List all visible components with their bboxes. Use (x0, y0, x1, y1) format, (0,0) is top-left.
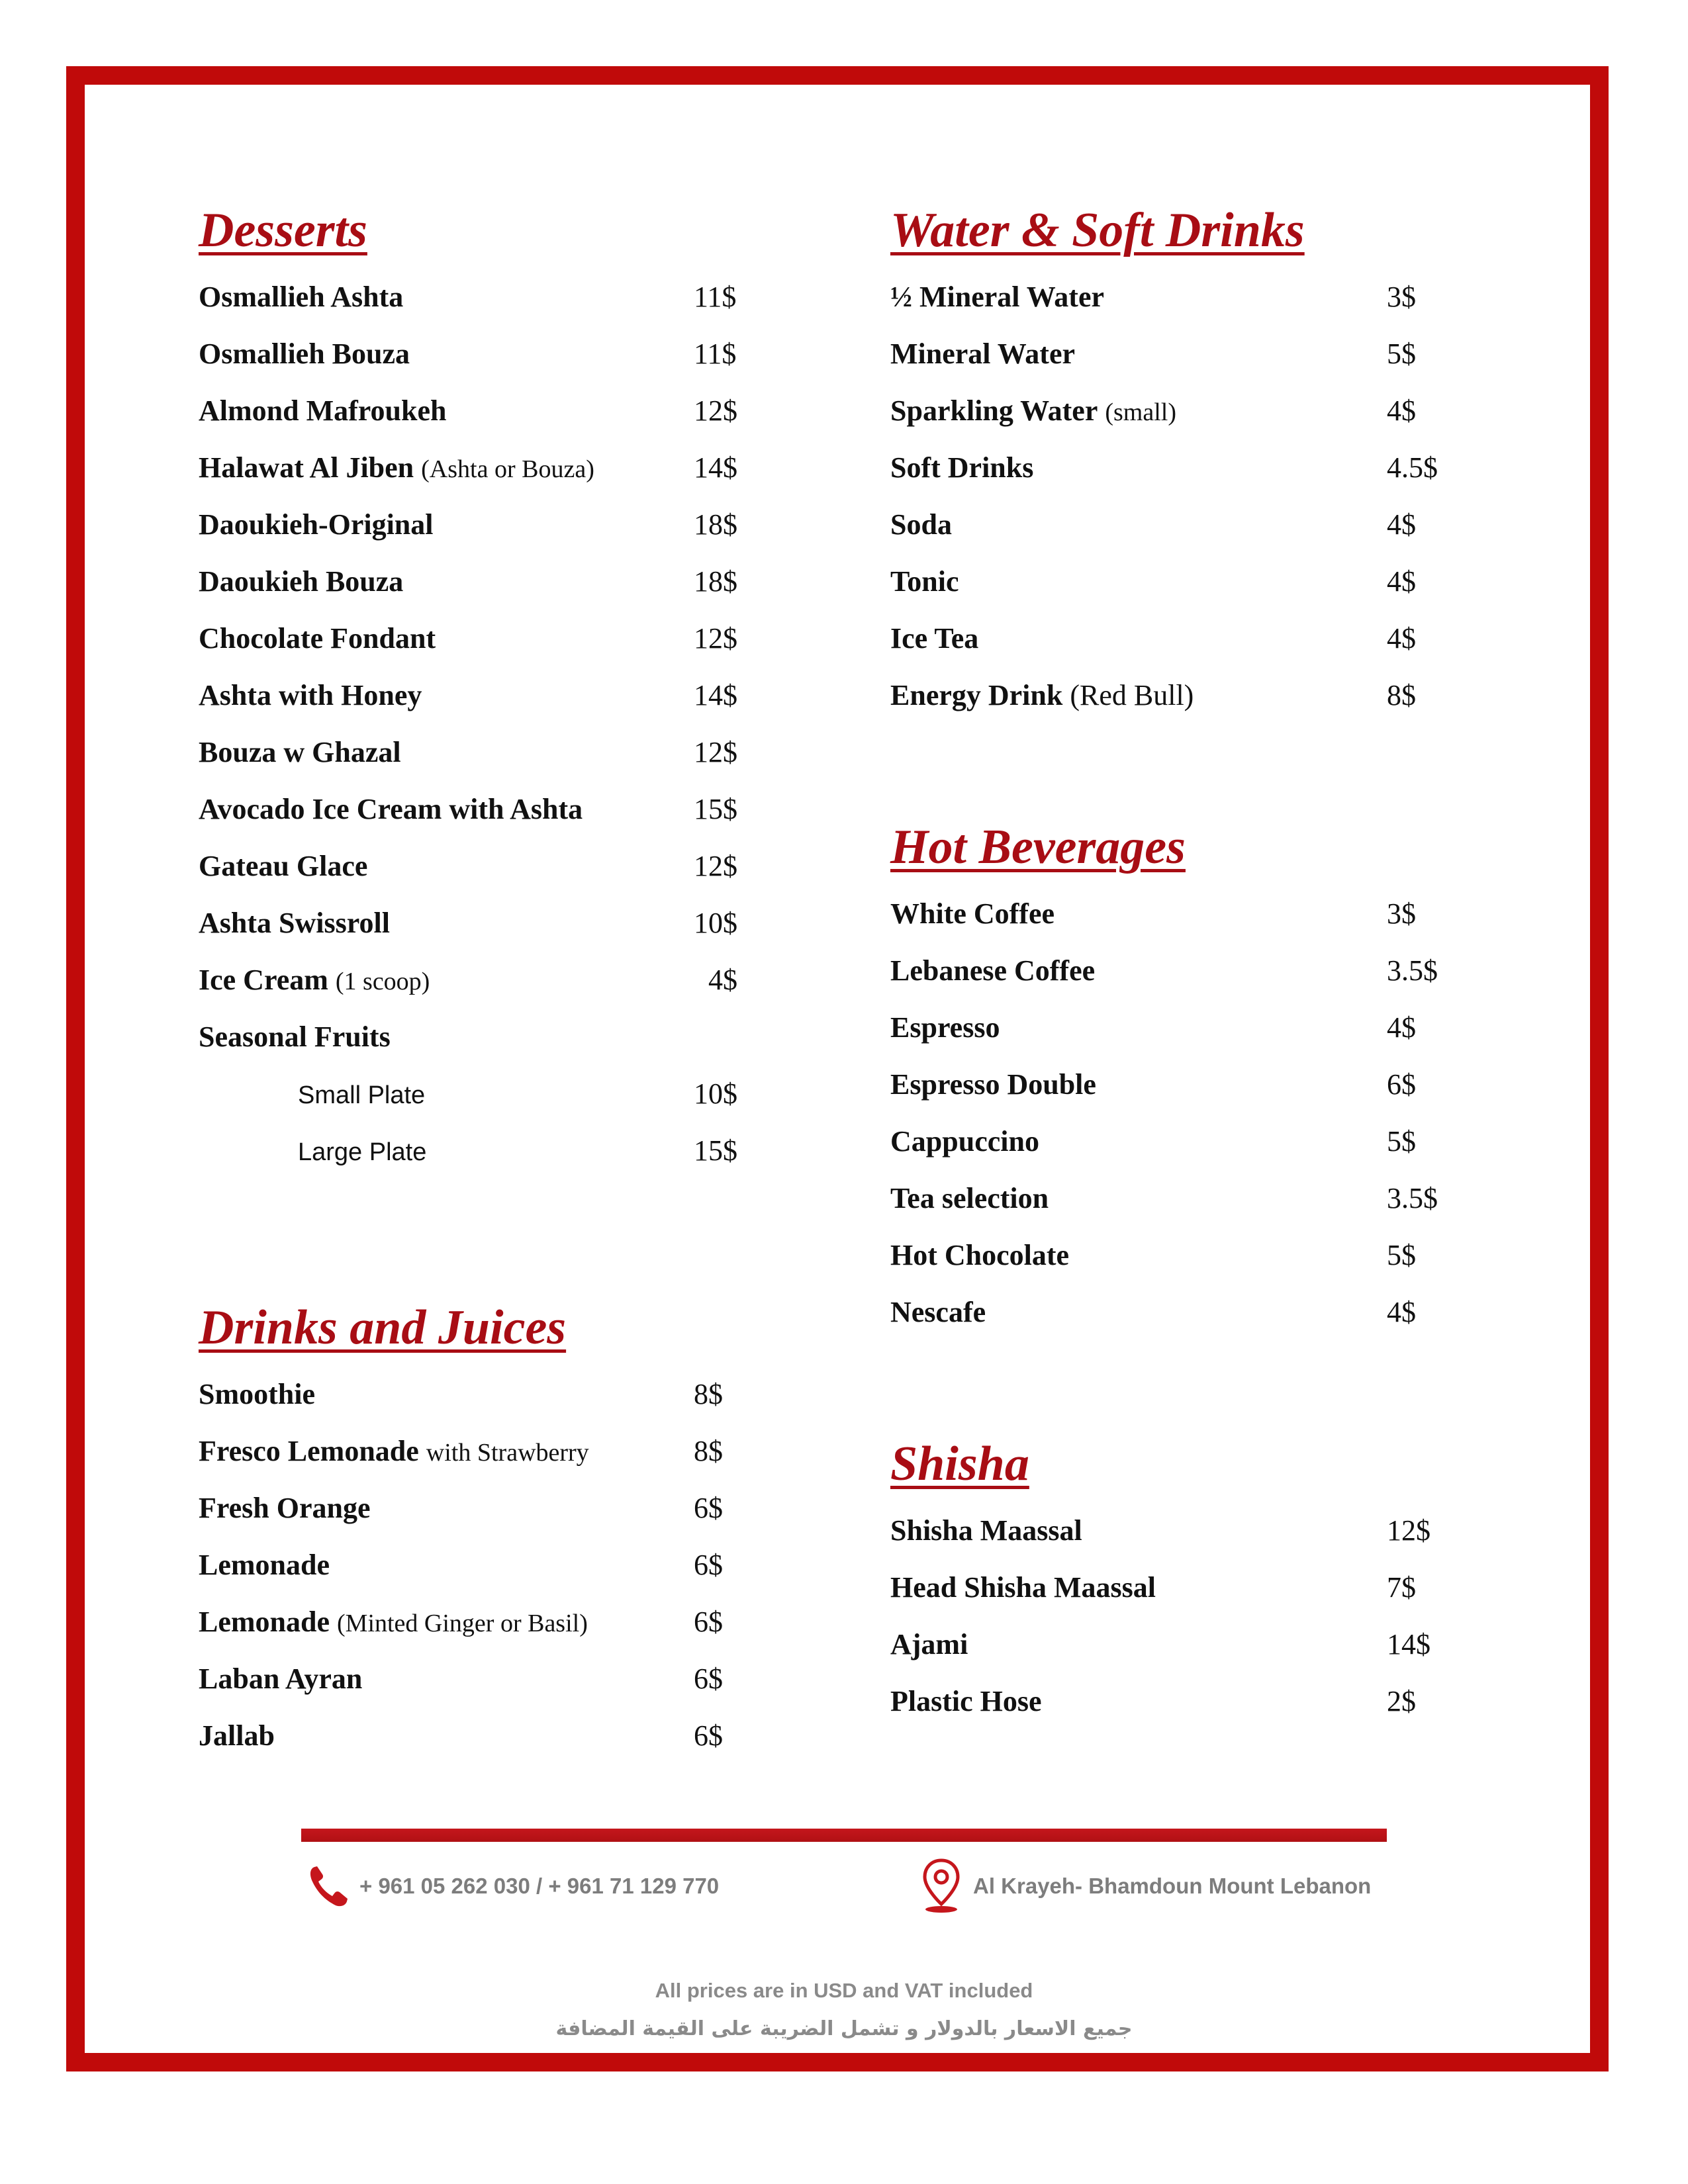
menu-item (199, 269, 761, 326)
item-price: 14$ (694, 679, 737, 711)
menu-item (890, 999, 1486, 1056)
item-name: Sparkling Water (890, 394, 1098, 427)
item-note: (Red Bull) (1070, 679, 1194, 711)
menu-item (890, 439, 1486, 496)
section-spacer (199, 1179, 761, 1296)
item-name: Ajami (890, 1628, 968, 1661)
item-price: 6$ (694, 1606, 723, 1638)
prices-note-english: All prices are in USD and VAT included (655, 1979, 1033, 2002)
item-name: Tonic (890, 565, 959, 598)
item-price: 3$ (1387, 281, 1416, 313)
menu-item (199, 667, 761, 724)
menu-subitem (199, 1066, 761, 1122)
section-title: Shisha (890, 1437, 1029, 1491)
menu-item (890, 383, 1486, 439)
section-title: Drinks and Juices (199, 1300, 567, 1355)
item-name: Espresso (890, 1011, 1000, 1044)
menu-item (890, 326, 1486, 383)
item-name: Gateau Glace (199, 850, 368, 882)
menu-item (199, 838, 761, 895)
item-price: 5$ (1387, 1125, 1416, 1158)
menu-item (199, 1537, 761, 1594)
address-text: Al Krayeh- Bhamdoun Mount Lebanon (973, 1874, 1372, 1898)
item-price: 4.5$ (1387, 451, 1438, 484)
menu-item (890, 1113, 1486, 1170)
item-name: Almond Mafroukeh (199, 394, 447, 427)
item-price: 8$ (694, 1435, 723, 1467)
menu-item (199, 1651, 761, 1707)
section-desserts (199, 199, 761, 1179)
section-hot-beverages (890, 815, 1486, 1341)
item-price: 8$ (694, 1378, 723, 1410)
item-price: 18$ (694, 508, 737, 541)
menu-item (890, 667, 1486, 724)
location-pin-icon (920, 1858, 962, 1915)
item-name: Daoukieh Bouza (199, 565, 404, 598)
item-name: Smoothie (199, 1378, 315, 1410)
menu-item (199, 326, 761, 383)
menu-item (890, 610, 1486, 667)
item-name: Ashta with Honey (199, 679, 422, 711)
menu-item (199, 895, 761, 952)
item-price: 6$ (1387, 1068, 1416, 1101)
item-price: 6$ (694, 1662, 723, 1695)
menu-item (890, 1170, 1486, 1227)
right-column (890, 199, 1486, 1730)
item-name: Jallab (199, 1719, 275, 1752)
item-name: Ice Tea (890, 622, 979, 655)
section-drinks-juices (199, 1296, 761, 1764)
item-price: 6$ (694, 1492, 723, 1524)
item-price: 3.5$ (1387, 1182, 1438, 1214)
item-price: 15$ (694, 793, 737, 825)
menu-item (890, 1673, 1486, 1730)
item-name: Lemonade (199, 1549, 330, 1581)
section-shisha (890, 1432, 1486, 1730)
item-name: Mineral Water (890, 338, 1075, 370)
item-name: Bouza w Ghazal (199, 736, 401, 768)
item-name: Ashta Swissroll (199, 907, 390, 939)
item-name: Hot Chocolate (890, 1239, 1070, 1271)
section-spacer (890, 724, 1486, 815)
item-price: 4$ (1387, 508, 1416, 541)
menu-item (890, 886, 1486, 942)
item-name: Lebanese Coffee (890, 954, 1096, 987)
item-name: Lemonade (199, 1606, 330, 1638)
menu-item (890, 942, 1486, 999)
menu-item (199, 610, 761, 667)
item-name: Shisha Maassal (890, 1514, 1082, 1547)
menu-item (890, 553, 1486, 610)
item-name: Cappuccino (890, 1125, 1039, 1158)
menu-item (890, 269, 1486, 326)
item-price: 10$ (694, 1077, 737, 1110)
item-name: Avocado Ice Cream with Ashta (199, 793, 583, 825)
item-price: 5$ (1387, 338, 1416, 370)
menu-item (199, 781, 761, 838)
item-price: 7$ (1387, 1571, 1416, 1604)
left-column (199, 199, 761, 1764)
item-price: 8$ (1387, 679, 1416, 711)
item-note: (Ashta or Bouza) (421, 455, 594, 483)
menu-item (890, 1284, 1486, 1341)
menu-item (199, 724, 761, 781)
item-price: 12$ (1387, 1514, 1430, 1547)
item-name: Head Shisha Maassal (890, 1571, 1156, 1604)
item-price: 3$ (1387, 897, 1416, 930)
item-name: Osmallieh Bouza (199, 338, 410, 370)
item-price: 15$ (694, 1134, 737, 1167)
item-price: 11$ (694, 281, 737, 313)
item-price: 4$ (708, 964, 737, 996)
menu-item (890, 1056, 1486, 1113)
item-note: (Minted Ginger or Basil) (337, 1610, 588, 1637)
menu-item (199, 496, 761, 553)
item-price: 6$ (694, 1549, 723, 1581)
item-price: 11$ (694, 338, 737, 370)
item-name: Fresco Lemonade (199, 1435, 419, 1467)
item-price: 4$ (1387, 1011, 1416, 1044)
item-note: with Strawberry (426, 1439, 589, 1467)
item-name: Plastic Hose (890, 1685, 1042, 1717)
item-name: ½ Mineral Water (890, 281, 1104, 313)
item-price: 5$ (1387, 1239, 1416, 1271)
section-title: Desserts (199, 203, 367, 257)
item-name: Chocolate Fondant (199, 622, 436, 655)
item-name: Fresh Orange (199, 1492, 371, 1524)
item-name: Tea selection (890, 1182, 1049, 1214)
item-name: Nescafe (890, 1296, 986, 1328)
menu-item (890, 496, 1486, 553)
menu-subitem (199, 1122, 761, 1179)
item-note: (small) (1105, 398, 1176, 426)
item-price: 12$ (694, 850, 737, 882)
menu-item (199, 553, 761, 610)
menu-item (199, 1594, 761, 1651)
item-price: 10$ (694, 907, 737, 939)
section-title: Hot Beverages (890, 820, 1186, 874)
item-name: Small Plate (298, 1081, 426, 1109)
item-price: 4$ (1387, 1296, 1416, 1328)
item-name: Daoukieh-Original (199, 508, 434, 541)
item-name: Large Plate (298, 1138, 427, 1166)
section-title: Water & Soft Drinks (890, 203, 1305, 257)
item-note: (1 scoop) (335, 968, 430, 995)
menu-item (199, 1366, 761, 1423)
menu-item (890, 1559, 1486, 1616)
item-name: Seasonal Fruits (199, 1021, 391, 1053)
footer-phone (308, 1860, 719, 1913)
item-price: 14$ (694, 451, 737, 484)
item-price: 12$ (694, 622, 737, 655)
section-spacer (890, 1341, 1486, 1432)
item-name: Laban Ayran (199, 1662, 363, 1695)
menu-item (199, 1009, 761, 1066)
item-name: White Coffee (890, 897, 1055, 930)
menu-item (199, 383, 761, 439)
phone-numbers: + 961 05 262 030 / + 961 71 129 770 (359, 1874, 720, 1898)
menu-item (890, 1616, 1486, 1673)
item-price: 3.5$ (1387, 954, 1438, 987)
item-name: Ice Cream (199, 964, 328, 996)
item-name: Halawat Al Jiben (199, 451, 414, 484)
footer-divider-bar (301, 1829, 1387, 1842)
item-price: 12$ (694, 394, 737, 427)
item-price: 14$ (1387, 1628, 1430, 1661)
phone-icon (308, 1864, 349, 1908)
item-price: 2$ (1387, 1685, 1416, 1717)
footer-address (920, 1860, 1371, 1913)
item-name: Energy Drink (890, 679, 1063, 711)
menu-item (199, 1707, 761, 1764)
item-name: Soft Drinks (890, 451, 1034, 484)
item-price: 4$ (1387, 394, 1416, 427)
menu-item (199, 439, 761, 496)
menu-item (890, 1502, 1486, 1559)
item-price: 6$ (694, 1719, 723, 1752)
item-name: Espresso Double (890, 1068, 1096, 1101)
item-name: Soda (890, 508, 952, 541)
menu-item (890, 1227, 1486, 1284)
item-price: 4$ (1387, 622, 1416, 655)
item-price: 18$ (694, 565, 737, 598)
menu-item (199, 1480, 761, 1537)
menu-item (199, 1423, 761, 1480)
item-price: 4$ (1387, 565, 1416, 598)
item-name: Osmallieh Ashta (199, 281, 404, 313)
item-price: 12$ (694, 736, 737, 768)
section-water-soft-drinks (890, 199, 1486, 724)
prices-note-arabic: جميع الاسعار بالدولار و تشمل الضريبة على القيمة المضافة (555, 2017, 1133, 2040)
menu-item (199, 952, 761, 1009)
